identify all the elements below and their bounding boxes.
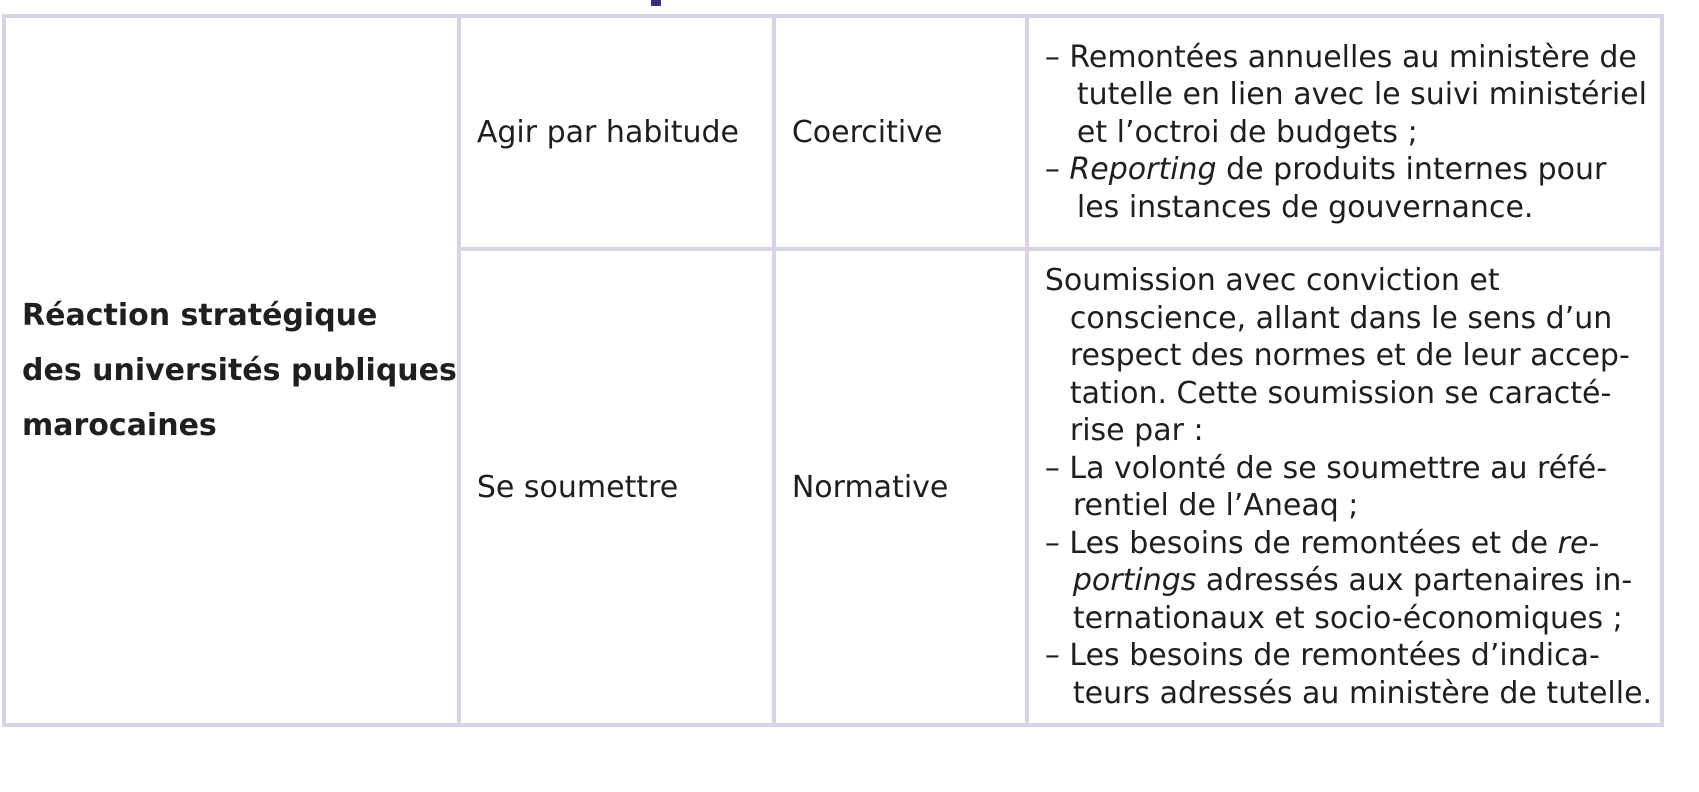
description-cell bbox=[1027, 16, 1662, 249]
description-line: – Reporting de produits internes pour bbox=[1044, 152, 1607, 188]
strategy-cell: Agir par habitude bbox=[459, 16, 774, 249]
description-line: teurs adressés au ministère de tutelle. bbox=[1072, 675, 1653, 711]
description-line: respect des normes et de leur accep- bbox=[1069, 338, 1630, 373]
description-line: rise par : bbox=[1069, 413, 1204, 448]
description-line: – Les besoins de remontées et de re- bbox=[1044, 525, 1600, 561]
description-line: portings adressés aux partenaires in- bbox=[1072, 563, 1633, 598]
description-line: – La volonté de se soumettre au réfé- bbox=[1044, 450, 1608, 486]
description-line: tutelle en lien avec le suivi ministériel bbox=[1076, 77, 1647, 113]
row-header-cell bbox=[4, 16, 459, 725]
description-line: – Les besoins de remontées d’indica- bbox=[1044, 638, 1600, 673]
row-header-line: des universités publiques bbox=[22, 353, 457, 388]
description-line: et l’octroi de budgets ; bbox=[1076, 114, 1418, 150]
type-cell: Coercitive bbox=[774, 16, 1027, 249]
description-line: tation. Cette soumission se caracté- bbox=[1069, 375, 1612, 411]
strategic-reaction-table bbox=[2, 14, 1664, 727]
table-row bbox=[4, 16, 1662, 249]
strategy-cell: Se soumettre bbox=[459, 249, 774, 725]
italic-term: Reporting bbox=[1069, 152, 1217, 188]
row-header-line: marocaines bbox=[22, 408, 217, 443]
header-bar-fragment bbox=[651, 0, 661, 6]
italic-term: re- bbox=[1557, 525, 1600, 561]
description-line: rentiel de l’Aneaq ; bbox=[1072, 488, 1359, 523]
description-line: les instances de gouvernance. bbox=[1076, 189, 1534, 225]
type-cell: Normative bbox=[774, 249, 1027, 725]
description-line: Soumission avec conviction et bbox=[1044, 263, 1500, 298]
italic-term: portings bbox=[1072, 563, 1197, 598]
description-line: – Remontées annuelles au ministère de bbox=[1044, 39, 1637, 75]
description-cell bbox=[1027, 249, 1662, 725]
description-line: ternationaux et socio-économiques ; bbox=[1072, 600, 1623, 636]
row-header-line: Réaction stratégique bbox=[22, 298, 378, 333]
description-line: conscience, allant dans le sens d’un bbox=[1069, 300, 1613, 336]
